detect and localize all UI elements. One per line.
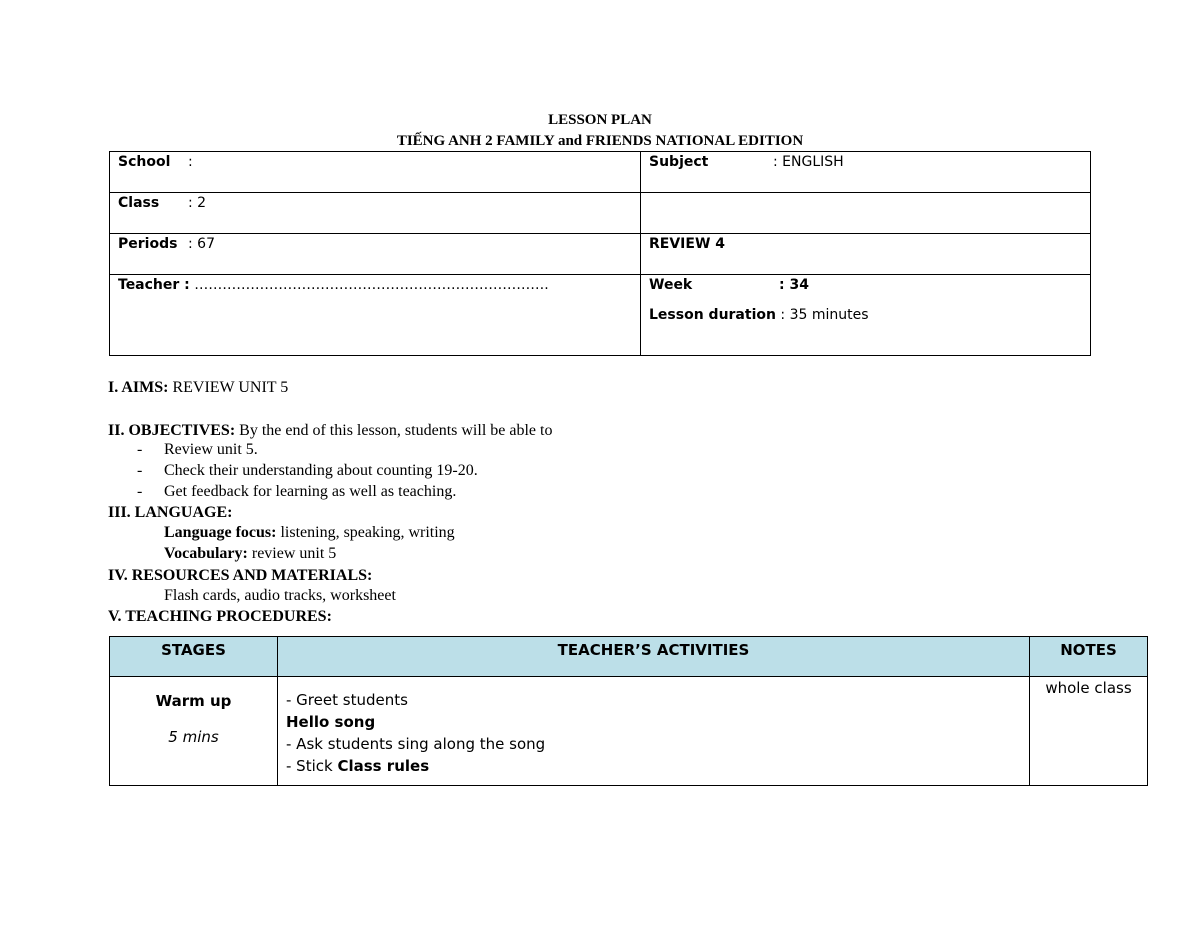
resources-heading [108, 566, 372, 586]
activity-bold: Class rules [337, 757, 430, 775]
procedures-header-row [110, 637, 1148, 677]
resources-text: Flash cards, audio tracks, worksheet [164, 587, 396, 604]
activity-line: Hello song [286, 713, 376, 731]
lesson-plan-subtitle: TIẾNG ANH 2 FAMILY and FRIENDS NATIONAL EDITION [396, 133, 804, 149]
school-value: : [188, 154, 193, 170]
language-focus-text: listening, speaking, writing [276, 524, 455, 541]
objectives-text: By the end of this lesson, students will be able to [235, 422, 553, 439]
stage-cell [110, 677, 278, 786]
language-focus-label: Language focus: [164, 524, 277, 541]
objectives-label: II. OBJECTIVES: [108, 422, 236, 439]
periods-value: : 67 [188, 236, 215, 252]
language-label: III. LANGUAGE: [108, 504, 233, 521]
class-label: Class [118, 195, 160, 211]
info-row-1 [110, 152, 1091, 193]
language-focus-line [164, 524, 455, 542]
teacher-label: Teacher : [118, 277, 190, 293]
class-cell [110, 193, 641, 234]
school-cell [110, 152, 641, 193]
week-cell [641, 275, 1091, 356]
empty-cell [641, 193, 1091, 234]
duration-label: Lesson duration [649, 307, 776, 323]
info-table [109, 151, 1091, 356]
vocabulary-line [164, 545, 336, 563]
periods-label: Periods [118, 236, 178, 252]
vocabulary-label: Vocabulary: [164, 545, 248, 562]
vocabulary-text: review unit 5 [247, 545, 337, 562]
language-heading [108, 503, 232, 523]
bullet-dash: - [137, 441, 143, 458]
info-row-2 [110, 193, 1091, 234]
teacher-value: …………………………………………………………………. [194, 277, 549, 293]
stage-name: Warm up [155, 692, 232, 710]
table-row [110, 677, 1148, 786]
class-value: : 2 [188, 195, 207, 211]
objectives-line [108, 421, 552, 441]
stage-time: 5 mins [168, 728, 219, 746]
review-cell [641, 234, 1091, 275]
objective-item: Get feedback for learning as well as teaching. [164, 483, 457, 500]
activities-header: TEACHER’S ACTIVITIES [278, 637, 1030, 677]
info-row-4 [110, 275, 1091, 356]
teacher-cell [110, 275, 641, 356]
school-label: School [118, 154, 171, 170]
week-label: Week [649, 277, 693, 293]
procedures-label: V. TEACHING PROCEDURES: [108, 608, 332, 625]
periods-cell [110, 234, 641, 275]
subject-cell [641, 152, 1091, 193]
subject-label: Subject [649, 154, 709, 170]
objective-item: Review unit 5. [164, 441, 258, 458]
notes-text: whole class [1045, 679, 1132, 697]
activity-line: - Ask students sing along the song [286, 735, 546, 753]
duration-value: : 35 minutes [780, 307, 869, 323]
bullet-dash: - [137, 483, 143, 500]
lesson-plan-title: LESSON PLAN [548, 112, 652, 128]
info-row-3 [110, 234, 1091, 275]
notes-cell [1030, 677, 1148, 786]
bullet-dash: - [137, 462, 143, 479]
objective-item: Check their understanding about counting 19-20. [164, 462, 478, 479]
procedures-heading [108, 607, 332, 627]
aims-line [108, 378, 288, 398]
week-value: : 34 [779, 277, 809, 293]
activity-line [286, 755, 1021, 777]
subject-value: : ENGLISH [773, 154, 844, 170]
notes-header: NOTES [1030, 637, 1148, 677]
aims-text: REVIEW UNIT 5 [168, 379, 289, 396]
stages-header: STAGES [110, 637, 278, 677]
aims-label: I. AIMS: [108, 379, 169, 396]
activity-line: - Greet students [286, 691, 408, 709]
activity-prefix: - Stick [286, 757, 338, 775]
activities-cell [278, 677, 1030, 786]
resources-label: IV. RESOURCES AND MATERIALS: [108, 567, 373, 584]
review-label: REVIEW 4 [649, 236, 726, 252]
procedures-table [109, 636, 1148, 786]
